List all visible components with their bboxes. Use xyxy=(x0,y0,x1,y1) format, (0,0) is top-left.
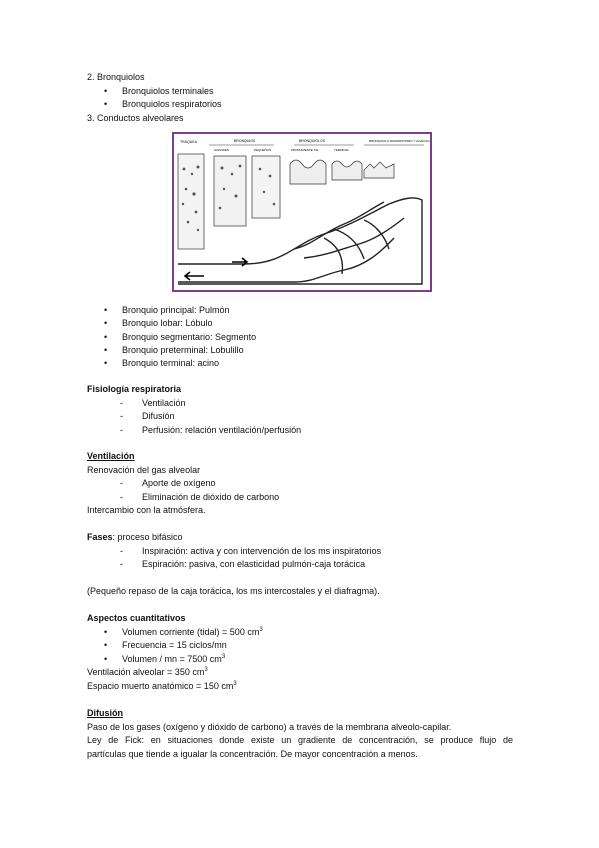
bronchi-list-item: • Bronquio principal: Pulmón xyxy=(122,305,230,316)
figure-label: TRÁQUEA xyxy=(180,140,197,144)
figure-label: TERMINAL xyxy=(334,148,350,152)
superscript: 3 xyxy=(221,654,226,660)
quantity-text: Espacio muerto anatómico = 150 cm xyxy=(87,681,234,691)
figure-label: GRANDES xyxy=(214,148,229,152)
dash-list-item: - Eliminación de dióxido de carbono xyxy=(142,492,279,503)
superscript: 3 xyxy=(233,681,237,687)
arrow-icon xyxy=(232,258,247,266)
paragraph: Ley de Fick: en situaciones donde existe un gradiente de concentración, se produce flujo de xyxy=(87,735,513,745)
paragraph: Renovación del gas alveolar xyxy=(87,465,201,475)
dash-list-item: - Espiración: pasiva, con elasticidad pulmón-caja torácica xyxy=(142,559,365,570)
outline-item-2: 2. Bronquiolos xyxy=(87,72,145,82)
quantity-text: Frecuencia = 15 ciclos/mn xyxy=(122,640,227,650)
dash-list-item: - Perfusión: relación ventilación/perfusión xyxy=(142,425,301,436)
fases-text: : proceso bifásico xyxy=(112,532,183,542)
bronchi-list-item: • Bronquio preterminal: Lobulillo xyxy=(122,345,244,356)
dash-list-item: - Aporte de oxígeno xyxy=(142,478,216,489)
figure-label: BRONQUIOLOS xyxy=(299,139,326,143)
figure-label: PEQUEÑOS xyxy=(254,148,272,152)
superscript: 3 xyxy=(259,627,263,633)
outline-subitem: • Bronquiolos respiratorios xyxy=(122,99,222,110)
bronchial-tree-figure xyxy=(172,132,432,292)
dash-list-item: - Inspiración: activa y con intervención de los ms inspiratorios xyxy=(142,546,381,557)
fases-line xyxy=(87,532,183,543)
bronchi-list-item: • Bronquio segmentario: Segmento xyxy=(122,332,256,343)
quantity-text: Volumen / mn = 7500 cm xyxy=(122,654,222,664)
quantity-text: Volumen corriente (tidal) = 500 cm xyxy=(122,627,260,637)
quantity-item xyxy=(122,627,263,638)
note: (Pequeño repaso de la caja torácica, los ms intercostales y el diafragma). xyxy=(87,586,380,596)
paragraph: Intercambio con la atmósfera. xyxy=(87,505,206,515)
figure-label: PROPIAMENTE TAL xyxy=(291,148,319,152)
outline-subitem: • Bronquiolos terminales xyxy=(122,86,214,97)
paragraph: Paso de los gases (oxígeno y dióxido de carbono) a través de la membrana alveolo-capilar. xyxy=(87,722,452,732)
figure-label: BRONQUIOLO RESPIRATORIO Y ALVÉOLOS xyxy=(369,139,430,143)
paragraph: partículas que tiende a igualar la concentración. De mayor concentración a menos. xyxy=(87,749,418,759)
arrow-icon xyxy=(185,272,204,280)
fases-label: Fases xyxy=(87,532,113,542)
section-heading: Aspectos cuantitativos xyxy=(87,613,186,623)
section-heading: Fisiología respiratoria xyxy=(87,384,182,394)
outline-item-3: 3. Conductos alveolares xyxy=(87,113,184,123)
bronchi-list-item: • Bronquio terminal: acino xyxy=(122,358,219,369)
bronchi-list-item: • Bronquio lobar: Lóbulo xyxy=(122,318,213,329)
dash-list-item: - Ventilación xyxy=(142,398,186,409)
section-heading: Ventilación xyxy=(87,451,135,461)
figure-label: BRONQUIOS xyxy=(234,139,256,143)
section-heading: Difusión xyxy=(87,708,123,718)
quantity-item xyxy=(122,654,225,665)
dash-list-item: - Difusión xyxy=(142,411,175,422)
quantity-line xyxy=(87,681,237,692)
superscript: 3 xyxy=(204,667,208,673)
quantity-text: Ventilación alveolar = 350 cm xyxy=(87,667,205,677)
bronchial-tree-drawing xyxy=(174,134,430,290)
quantity-line xyxy=(87,667,208,678)
quantity-item xyxy=(122,640,227,651)
